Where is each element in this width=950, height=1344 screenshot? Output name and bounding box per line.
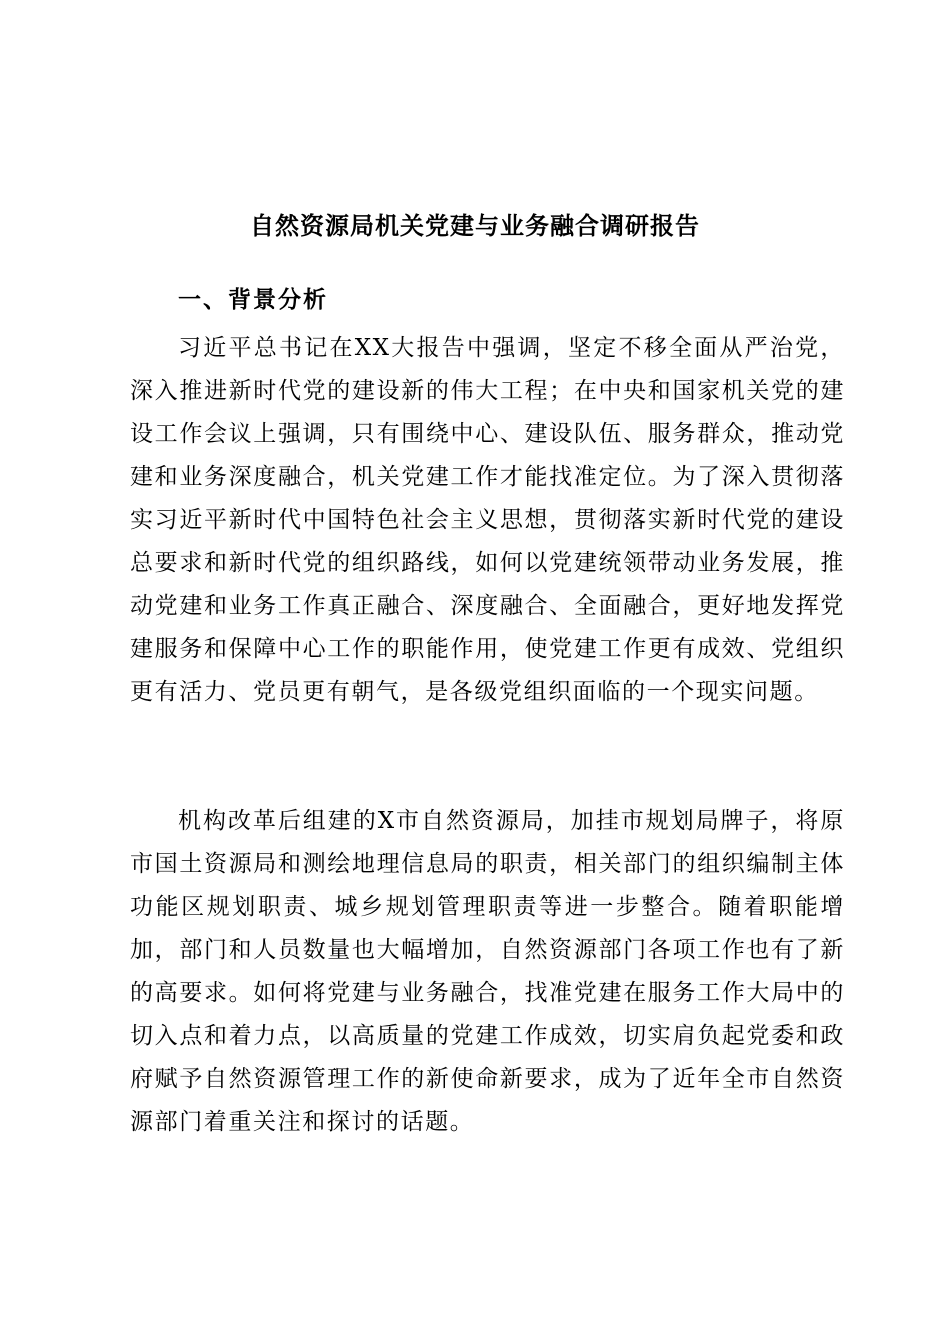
section-heading-background: 一、背景分析 xyxy=(178,286,328,313)
document-title: 自然资源局机关党建与业务融合调研报告 xyxy=(250,211,700,240)
paragraph: 机构改革后组建的X市自然资源局，加挂市规划局牌子，将原市国土资源局和测绘地理信息局的职责，相关部门的组织编制主体功能区规划职责、城乡规划管理职责等进一步整合。随着职能增加，部门和人员数量也大幅增加，自然资源部门各项工作也有了新的高要求。如何将党建与业务融合，找准党建在服务工作大局中的切入点和着力点，以高质量的党建工作成效，切实肩负起党委和政府赋予自然资源管理工作的新使命新要求，成为了近年全市自然资源部门着重关注和探讨的话题。 xyxy=(130,808,845,1135)
paragraph: 习近平总书记在XX大报告中强调，坚定不移全面从严治党，深入推进新时代党的建设新的伟大工程；在中央和国家机关党的建设工作会议上强调，只有围绕中心、建设队伍、服务群众，推动党建和业务深度融合，机关党建工作才能找准定位。为了深入贯彻落实习近平新时代中国特色社会主义思想，贯彻落实新时代党的建设总要求和新时代党的组织路线，如何以党建统领带动业务发展，推动党建和业务工作真正融合、深度融合、全面融合，更好地发挥党建服务和保障中心工作的职能作用，使党建工作更有成效、党组织更有活力、党员更有朝气，是各级党组织面临的一个现实问题。 xyxy=(130,335,845,705)
